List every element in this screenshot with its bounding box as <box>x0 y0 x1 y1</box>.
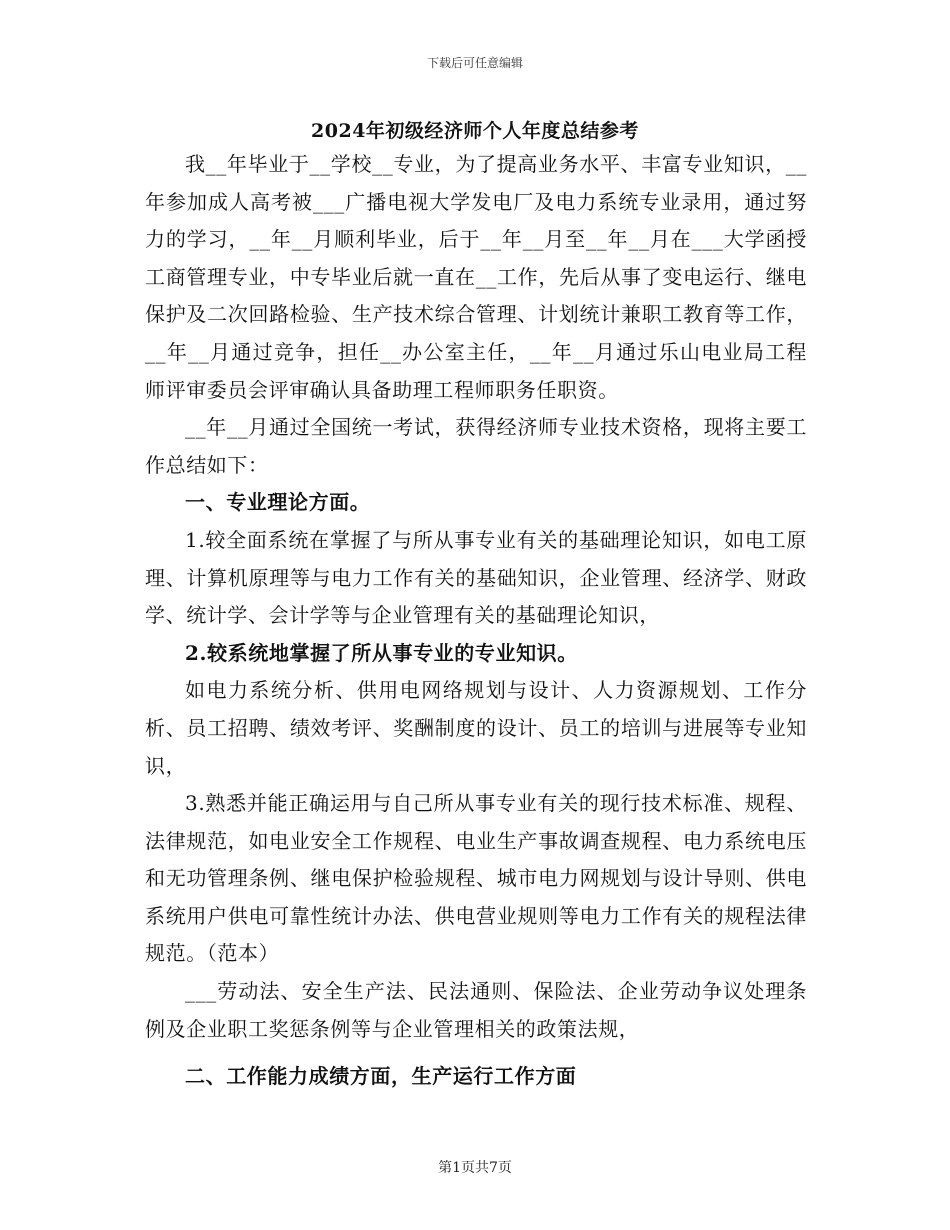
body-paragraph-intro: 我__年毕业于__学校__专业，为了提高业务水平、丰富专业知识，__年参加成人高考被___广播电视大学发电厂及电力系统专业录用，通过努力的学习，__年__月顺利毕业，后于__年__月至__年__月在___大学函授工商管理专业，中专毕业后就一直在__工作，先后从事了变电运行、继电保护及二次回路检验、生产技术综合管理、计划统计兼职工教育等工作，__年__月通过竞争，担任__办公室主任，__年__月通过乐山电业局工程师评审委员会评审确认具备助理工程师职务任职资。 <box>145 152 807 402</box>
page-header-note: 下载后可任意编辑 <box>426 56 523 70</box>
section-heading-theory: 一、专业理论方面。 <box>185 490 371 515</box>
body-paragraph-laws: ___劳动法、安全生产法、民法通则、保险法、企业劳动争议处理条例及企业职工奖惩条例等与企业管理相关的政策法规， <box>145 979 807 1041</box>
document-body <box>145 146 807 1096</box>
section-heading-ability: 二、工作能力成绩方面，生产运行工作方面 <box>185 1064 577 1089</box>
subheading-item-2: 2.较系统地掌握了所从事专业的专业知识。 <box>185 640 578 665</box>
body-paragraph-summary-intro: __年__月通过全国统一考试，获得经济师专业技术资格，现将主要工作总结如下： <box>145 415 807 477</box>
body-paragraph-item-3: 3.熟悉并能正确运用与自己所从事专业有关的现行技术标准、规程、法律规范，如电业安全工作规程、电业生产事故调查规程、电力系统电压和无功管理条例、继电保护检验规程、城市电力网规划与设计导则、供电系统用户供电可靠性统计办法、供电营业规则等电力工作有关的规程法律规范。（范本） <box>145 791 807 966</box>
body-paragraph-item-2-detail: 如电力系统分析、供用电网络规划与设计、人力资源规划、工作分析、员工招聘、绩效考评、奖酬制度的设计、员工的培训与进展等专业知识， <box>145 678 807 778</box>
body-paragraph-item-1: 1.较全面系统在掌握了与所从事专业有关的基础理论知识，如电工原理、计算机原理等与电力工作有关的基础知识，企业管理、经济学、财政学、统计学、会计学等与企业管理有关的基础理论知识， <box>145 527 807 628</box>
document-title: 2024年初级经济师个人年度总结参考 <box>311 120 639 142</box>
page-number: 第1页共7页 <box>438 1160 512 1176</box>
